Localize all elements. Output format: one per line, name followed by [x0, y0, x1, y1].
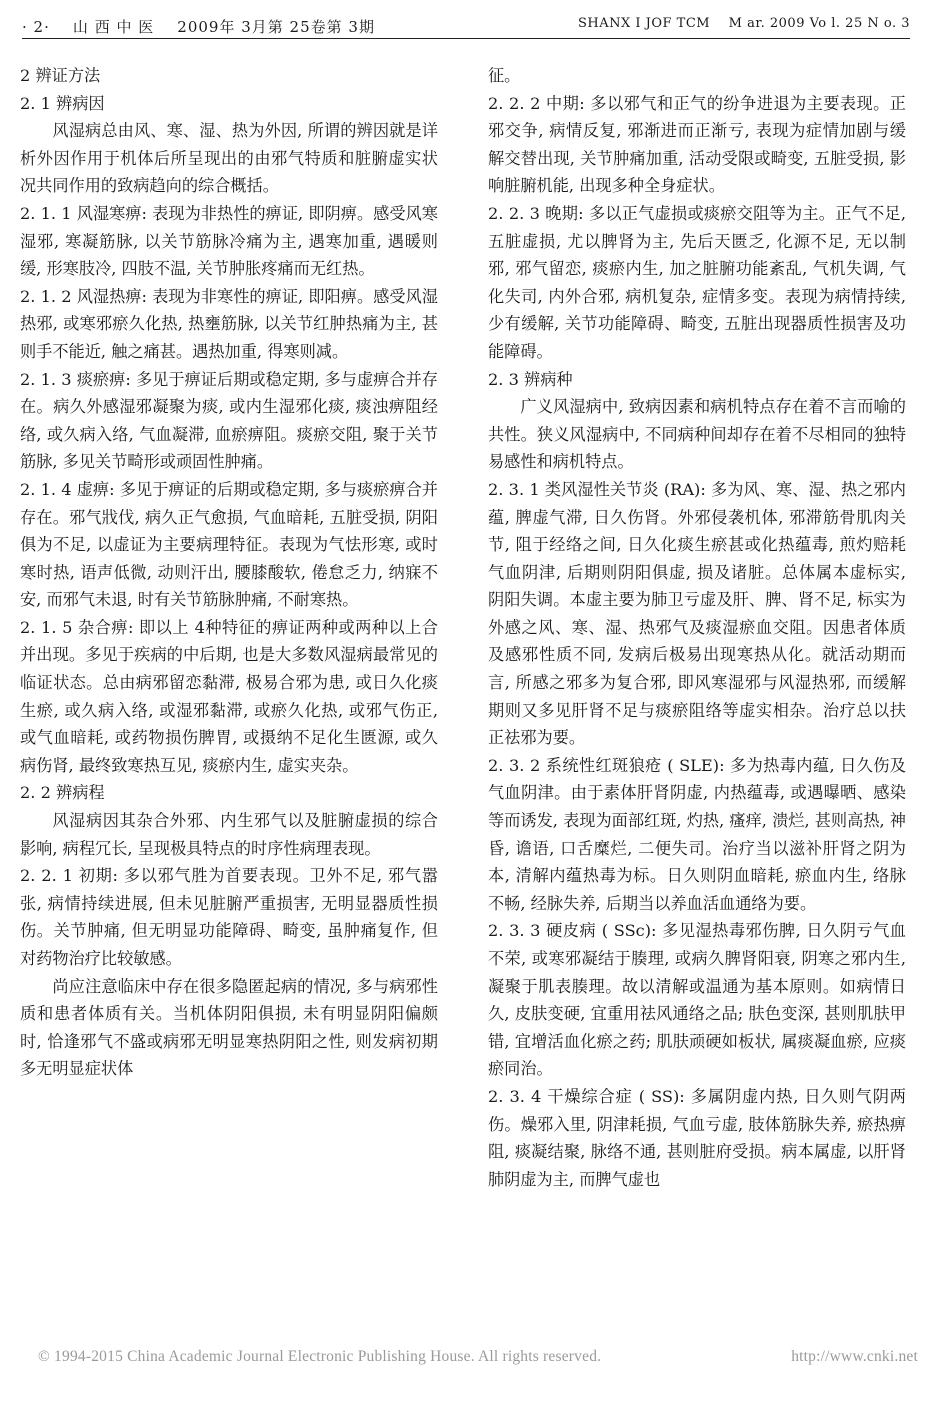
cnki-link[interactable]: http://www.cnki.net — [791, 1348, 918, 1365]
paragraph: 2. 2. 3 晚期: 多以正气虚损或痰瘀交阻等为主。正气不足, 五脏虚损, 尤以脾肾为主, 先后天匮乏, 化源不足, 无以制邪, 邪气留恋, 痰瘀内生, 加之脏腑功能紊乱, 气机失调, 气化失司, 内外合邪, 病机复杂, 症情多变。表现为病情持续, 少有缓解, 关节功能障碍、畸变, 五脏出现器质性损害及功能障碍。 — [488, 203, 906, 361]
right-column — [488, 62, 906, 1193]
paragraph: 风湿病因其杂合外邪、内生邪气以及脏腑虚损的综合影响, 病程冗长, 呈现极具特点的时序性病理表现。 — [20, 811, 438, 858]
paragraph: 广义风湿病中, 致病因素和病机特点存在着不言而喻的共性。狭义风湿病中, 不同病种间却存在着不尽相同的独特易感性和病机特点。 — [488, 397, 906, 472]
running-header — [22, 14, 910, 39]
section-heading: 2 辨证方法 — [20, 66, 101, 85]
section-heading: 2. 1 辨病因 — [20, 93, 105, 113]
header-journal-info-english: SHANX I JOF TCM M ar. 2009 Vo l. 25 N o. 3 — [578, 16, 910, 31]
left-column — [20, 62, 438, 1083]
paragraph: 2. 2. 1 初期: 多以邪气胜为首要表现。卫外不足, 邪气嚣张, 病情持续进展, 但未见脏腑严重损害, 无明显器质性损伤。关节肿痛, 但无明显功能障碍、畸变, 虽肿痛复作, 但对药物治疗比较敏感。 — [20, 866, 438, 968]
section-heading: 2. 3 辨病种 — [488, 369, 573, 389]
paragraph: 征。 — [488, 66, 521, 85]
paragraph: 尚应注意临床中存在很多隐匿起病的情况, 多与病邪性质和患者体质有关。当机体阴阳俱损, 未有明显阴阳偏颇时, 恰逢邪气不盛或病邪无明显寒热阴阳之性, 则发病初期多无明显症状体 — [20, 976, 438, 1079]
paragraph: 2. 1. 1 风湿寒痹: 表现为非热性的痹证, 即阴痹。感受风寒湿邪, 寒凝筋脉, 以关节筋脉冷痛为主, 遇寒加重, 遇暖则缓, 形寒肢冷, 四肢不温, 关节肿胀疼痛而无红热。 — [20, 203, 438, 279]
section-heading: 2. 2 辨病程 — [20, 783, 105, 803]
copyright-notice: © 1994-2015 China Academic Journal Electronic Publishing House. All rights reserved. — [38, 1348, 602, 1365]
header-journal-info: · 2· 山 西 中 医 2009年 3月第 25卷第 3期 — [22, 18, 375, 36]
paragraph: 2. 1. 4 虚痹: 多见于痹证的后期或稳定期, 多与痰瘀痹合并存在。邪气戕伐, 病久正气愈损, 气血暗耗, 五脏受损, 阴阳俱为不足, 以虚证为主要病理特征。表现为气怯形寒, 或时寒时热, 语声低微, 动则汗出, 腰膝酸软, 倦怠乏力, 纳寐不安, 而邪气未退, 时有关节筋脉肿痛, 不耐寒热。 — [20, 479, 438, 610]
paragraph: 2. 1. 5 杂合痹: 即以上 4种特征的痹证两种或两种以上合并出现。多见于疾病的中后期, 也是大多数风湿病最常见的临证状态。总由病邪留恋黏滞, 极易合邪为患, 或日久化痰生瘀, 或久病入络, 或湿邪黏滞, 或瘀久化热, 或邪气伤正, 或气血暗耗, 或药物损伤脾胃, 或摄纳不足化生匮源, 或久病伤肾, 最终致寒热互见, 痰瘀内生, 虚实夹杂。 — [20, 617, 438, 775]
paragraph: 2. 1. 3 痰瘀痹: 多见于痹证后期或稳定期, 多与虚痹合并存在。病久外感湿邪凝聚为痰, 或内生湿邪化痰, 痰浊痹阻经络, 或久病入络, 气血凝滞, 血瘀痹阻。痰瘀交阻, 聚于关节筋脉, 多见关节畸形或顽固性肿痛。 — [20, 369, 438, 472]
paragraph: 2. 3. 3 硬皮病 ( SSc): 多见湿热毒邪伤脾, 日久阴亏气血不荣, 或寒邪凝结于腠理, 或病久脾肾阳衰, 阴寒之邪内生, 凝聚于肌表腠理。故以清解或温通为基本原则。如病情日久, 皮肤变硬, 宜重用祛风通络之品; 肤色变深, 甚则肌肤甲错, 宜增活血化瘀之药; 肌肤顽硬如板状, 属痰凝血瘀, 应痰瘀同治。 — [488, 921, 906, 1079]
paragraph: 2. 3. 2 系统性红斑狼疮 ( SLE): 多为热毒内蕴, 日久伤及气血阴津。由于素体肝肾阴虚, 内热蕴毒, 或遇曝晒、感染等而诱发, 表现为面部红斑, 灼热, 瘙痒, 溃烂, 甚则高热, 神昏, 谵语, 口舌糜烂, 二便失司。治疗当以滋补肝肾之阴为本, 清解内蕴热毒为标。日久则阴血暗耗, 瘀血内生, 络脉不畅, 经脉失养, 后期当以养血活血通络为要。 — [488, 755, 906, 913]
paragraph: 2. 1. 2 风湿热痹: 表现为非寒性的痹证, 即阳痹。感受风湿热邪, 或寒邪瘀久化热, 热壅筋脉, 以关节红肿热痛为主, 甚则手不能近, 触之痛甚。遇热加重, 得寒则减。 — [20, 286, 438, 361]
paragraph: 2. 3. 1 类风湿性关节炎 (RA): 多为风、寒、湿、热之邪内蕴, 脾虚气滞, 日久伤肾。外邪侵袭机体, 邪滞筋骨肌肉关节, 阻于经络之间, 日久化痰生瘀甚或化热蕴毒, 煎灼赔耗气血阴津, 后期则阴阳俱虚, 损及诸脏。总体属本虚标实, 阴阳失调。本虚主要为肺卫亏虚及肝、脾、肾不足, 标实为外感之风、寒、湿、热邪气及痰湿瘀血交阻。因患者体质及感邪性质不同, 发病后极易出现寒热从化。就活动期而言, 所感之邪多为复合邪, 即风寒湿邪与风湿热邪, 而缓解期则又多见肝肾不足与痰瘀阻络等虚实相杂。治疗总以扶正祛邪为要。 — [488, 479, 906, 748]
paragraph: 2. 2. 2 中期: 多以邪气和正气的纷争进退为主要表现。正邪交争, 病情反复, 邪渐进而正渐亏, 表现为症情加剧与缓解交替出现, 关节肿痛加重, 活动受限或畸变, 五脏受损, 影响脏腑机能, 出现多种全身症状。 — [488, 93, 906, 196]
paragraph: 风湿病总由风、寒、湿、热为外因, 所谓的辨因就是详析外因作用于机体后所呈现出的由邪气特质和脏腑虚实状况共同作用的致病趋向的综合概括。 — [20, 121, 438, 196]
footer — [38, 1348, 918, 1366]
paragraph: 2. 3. 4 干燥综合症 ( SS): 多属阴虚内热, 日久则气阴两伤。燥邪入里, 阴津耗损, 气血亏虚, 肢体筋脉失养, 瘀热痹阻, 痰凝结聚, 脉络不通, 甚则脏府受损。病本属虚, 以肝肾肺阴虚为主, 而脾气虚也 — [488, 1086, 906, 1189]
